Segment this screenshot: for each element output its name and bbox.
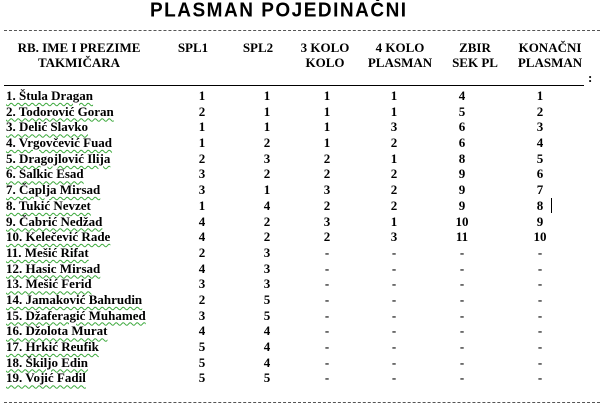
cell-spl2: 4 (263, 197, 271, 213)
cell-spl1: 4 (198, 260, 206, 276)
header-kolo4-line1: 4 KOLO (375, 40, 425, 55)
table-row (0, 135, 604, 151)
header-konacni-line1: KONAČNI (518, 40, 582, 55)
table-row (0, 198, 604, 214)
cell-spl2: 2 (263, 229, 271, 245)
cell-kolo4: - (391, 339, 397, 354)
header-spl2: SPL2 (242, 40, 274, 55)
header-konacni-line2: PLASMAN (517, 55, 583, 70)
cell-spl2: 1 (263, 88, 271, 103)
cell-spl2: 3 (263, 276, 271, 292)
cell-konacni: 6 (536, 166, 544, 182)
cell-kolo4: 2 (390, 197, 398, 213)
cell-zbir: 9 (458, 182, 466, 198)
header-kolo4 (360, 40, 440, 70)
header-kolo4-line2: PLASMAN (367, 55, 433, 70)
table-row (0, 119, 604, 135)
cell-spl2: 3 (263, 244, 271, 260)
cell-spl2: 4 (263, 323, 271, 339)
header-rb-name-line2: TAKMIČARA (37, 55, 121, 70)
header-kolo3 (290, 40, 360, 70)
page-title: PLASMAN POJEDINAČNI (150, 0, 408, 22)
competitor-name: 8. Tukić Nevzet (6, 197, 91, 213)
cell-kolo4: - (391, 291, 397, 307)
header-zbir (440, 40, 510, 70)
cell-konacni: 8 (530, 198, 552, 213)
cell-spl2: 1 (263, 182, 271, 198)
table-row (0, 214, 604, 230)
cell-spl2: 2 (263, 135, 271, 151)
cell-konacni: - (537, 307, 543, 323)
cell-kolo3: - (324, 260, 330, 276)
cell-konacni: - (537, 244, 543, 260)
cell-spl1: 5 (198, 370, 206, 386)
cell-spl1: 2 (198, 103, 206, 119)
table-row (0, 182, 604, 198)
cell-zbir: 6 (458, 135, 466, 151)
dashed-divider-bottom (4, 402, 600, 403)
cell-spl2: 2 (263, 166, 271, 182)
competitor-name: 12. Hasic Mirsad (6, 260, 101, 276)
cell-konacni: 1 (536, 88, 544, 103)
competitor-name: 2. Todorović Goran (6, 103, 114, 119)
cell-konacni: - (537, 323, 543, 339)
cell-kolo3: 1 (323, 88, 331, 103)
cell-konacni: 5 (536, 150, 544, 166)
cell-kolo3: 3 (323, 182, 331, 198)
competitor-name: 6. Salkic Esad (6, 166, 84, 182)
cell-kolo4: 1 (390, 213, 398, 229)
table-row (0, 151, 604, 167)
competitor-name: 3. Delić Slavko (6, 119, 88, 135)
table-row (0, 339, 604, 355)
table-row (0, 245, 604, 261)
cell-kolo3: 2 (323, 166, 331, 182)
table-row (0, 370, 604, 386)
cell-spl2: 2 (263, 213, 271, 229)
competitor-name: 1. Štula Dragan (6, 88, 94, 103)
cell-zbir: 10 (455, 213, 469, 229)
competitor-name: 7. Čaplja Mirsad (6, 182, 101, 198)
cell-zbir: - (459, 276, 465, 292)
cell-zbir: - (459, 354, 465, 370)
competitor-name: 11. Mešić Rifat (6, 244, 89, 260)
cell-kolo4: - (391, 307, 397, 323)
cell-kolo3: - (324, 244, 330, 260)
table-row (0, 323, 604, 339)
competitor-name: 18. Škiljo Edin (6, 354, 89, 370)
cell-spl1: 2 (198, 150, 206, 166)
cell-spl1: 3 (198, 182, 206, 198)
table-row (0, 276, 604, 292)
competitor-name: 14. Jamaković Bahrudin (6, 291, 143, 307)
cell-spl1: 4 (198, 323, 206, 339)
cell-spl1: 5 (198, 354, 206, 370)
header-kolo3-line1: 3 KOLO (300, 40, 350, 55)
cell-zbir: - (459, 291, 465, 307)
cell-kolo3: - (324, 291, 330, 307)
cell-spl1: 4 (198, 213, 206, 229)
cell-konacni: 2 (536, 103, 544, 119)
table-row (0, 261, 604, 277)
cell-konacni: - (537, 276, 543, 292)
cell-kolo4: - (391, 260, 397, 276)
table-row (0, 104, 604, 120)
cell-kolo4: 2 (390, 135, 398, 151)
cell-kolo4: 1 (390, 88, 398, 103)
cell-kolo4: - (391, 276, 397, 292)
cell-zbir: 6 (458, 119, 466, 135)
cell-konacni: - (537, 370, 543, 386)
cell-kolo3: 3 (323, 213, 331, 229)
header-kolo3-line2: KOLO (305, 55, 345, 70)
cell-zbir: 11 (455, 229, 469, 245)
cell-spl1: 1 (198, 88, 206, 103)
cell-spl1: 1 (198, 119, 206, 135)
cell-kolo3: 1 (323, 103, 331, 119)
competitor-name: 15. Džaferagić Muhamed (6, 307, 146, 323)
table-row (0, 166, 604, 182)
cell-zbir: - (459, 323, 465, 339)
cell-kolo3: - (324, 370, 330, 386)
cell-kolo3: - (324, 354, 330, 370)
cell-spl2: 5 (263, 370, 271, 386)
cell-kolo3: 1 (323, 119, 331, 135)
cell-konacni: - (537, 260, 543, 276)
cell-kolo4: 2 (390, 166, 398, 182)
cell-kolo4: 1 (390, 150, 398, 166)
cell-kolo3: - (324, 339, 330, 354)
cell-spl1: 4 (198, 229, 206, 245)
cell-kolo3: 2 (323, 197, 331, 213)
cell-kolo4: - (391, 370, 397, 386)
cell-konacni: 4 (536, 135, 544, 151)
cell-spl2: 4 (263, 354, 271, 370)
competitor-name: 13. Mešić Ferid (6, 276, 92, 292)
cell-zbir: 9 (458, 197, 466, 213)
cell-spl2: 4 (263, 339, 271, 354)
cell-zbir: - (459, 370, 465, 386)
cell-kolo4: 2 (390, 182, 398, 198)
header-underline (4, 85, 584, 86)
cell-spl2: 5 (263, 307, 271, 323)
cell-kolo4: - (391, 354, 397, 370)
cell-spl1: 2 (198, 244, 206, 260)
competitor-name: 16. Džolota Murat (6, 323, 108, 339)
cell-spl1: 3 (198, 276, 206, 292)
cell-konacni: 3 (536, 119, 544, 135)
cell-kolo3: - (324, 307, 330, 323)
competitor-name: 17. Hrkić Reufik (6, 339, 99, 354)
cell-zbir: 5 (458, 103, 466, 119)
cell-zbir: 8 (458, 150, 466, 166)
competitor-name: 10. Kelečević Rade (6, 229, 111, 245)
header-rb-name (4, 40, 154, 70)
cell-spl2: 3 (263, 150, 271, 166)
table-row (0, 292, 604, 308)
cell-spl2: 1 (263, 119, 271, 135)
dashed-divider (4, 30, 600, 31)
cell-kolo4: 3 (390, 119, 398, 135)
competitor-name: 19. Vojić Fadil (6, 370, 86, 386)
cell-zbir: 4 (458, 88, 466, 103)
table-row (0, 355, 604, 371)
cell-konacni: 7 (536, 182, 544, 198)
cell-kolo4: 1 (390, 103, 398, 119)
standings-table (0, 88, 604, 386)
cell-spl1: 1 (198, 135, 206, 151)
competitor-name: 9. Čabrić Nedžad (6, 213, 103, 229)
cell-zbir: 9 (458, 166, 466, 182)
cell-spl2: 3 (263, 260, 271, 276)
cell-konacni: - (537, 291, 543, 307)
header-spl1: SPL1 (177, 40, 209, 55)
cell-konacni: 9 (536, 213, 544, 229)
cell-spl1: 3 (198, 307, 206, 323)
cell-kolo3: 1 (323, 135, 331, 151)
cell-kolo3: - (324, 276, 330, 292)
cell-zbir: - (459, 307, 465, 323)
table-row (0, 308, 604, 324)
table-row (0, 229, 604, 245)
cell-kolo4: - (391, 244, 397, 260)
cell-zbir: - (459, 244, 465, 260)
competitor-name: 5. Dragojlović Ilija (6, 150, 111, 166)
cell-konacni: - (537, 339, 543, 354)
cell-spl2: 1 (263, 103, 271, 119)
header-konacni (510, 40, 590, 70)
cell-spl1: 1 (198, 197, 206, 213)
cell-spl1: 2 (198, 291, 206, 307)
cell-kolo4: - (391, 323, 397, 339)
competitor-name: 4. Vrgovčević Fuad (6, 135, 113, 151)
cell-spl2: 5 (263, 291, 271, 307)
cell-kolo3: 2 (323, 150, 331, 166)
cell-kolo4: 3 (390, 229, 398, 245)
cell-konacni: - (537, 354, 543, 370)
table-row (0, 88, 604, 104)
cell-zbir: - (459, 260, 465, 276)
header-rb-name-line1: RB. IME I PREZIME (17, 40, 141, 55)
cell-kolo3: 2 (323, 229, 331, 245)
cell-zbir: - (459, 339, 465, 354)
cell-spl1: 5 (198, 339, 206, 354)
cell-kolo3: - (324, 323, 330, 339)
cell-spl1: 3 (198, 166, 206, 182)
header-zbir-line1: ZBIR (459, 40, 491, 55)
header-colon: : (588, 70, 593, 85)
header-zbir-line2: SEK PL (452, 55, 498, 70)
cell-konacni: 10 (533, 229, 547, 245)
